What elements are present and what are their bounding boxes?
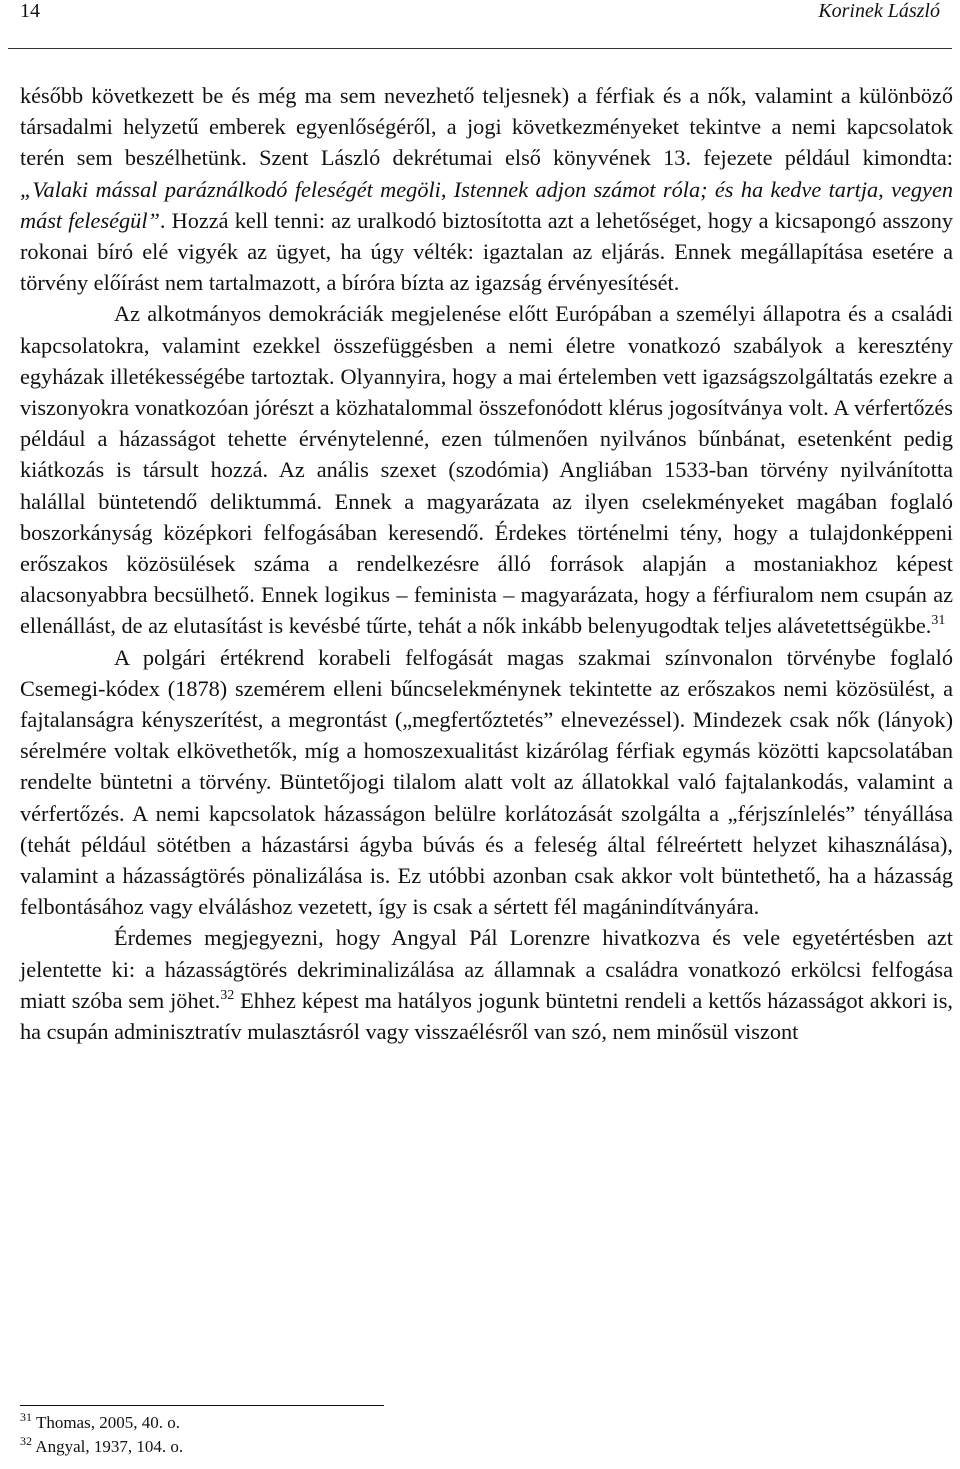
footnote-number: 32 bbox=[20, 1434, 32, 1448]
running-head-author: Korinek László bbox=[818, 0, 940, 22]
footnote-divider bbox=[20, 1405, 384, 1406]
body-text bbox=[20, 80, 953, 1047]
footnote-ref-31: 31 bbox=[931, 613, 946, 629]
header-divider bbox=[8, 48, 952, 49]
page-header bbox=[20, 0, 940, 34]
paragraph-1-continuation: . Hozzá kell tenni: az uralkodó biztosította azt a lehetőséget, hogy a kicsapongó asszony rokonai bíró elé vigyék az ügyet, ha úgy vélték: igaztalan az eljárás. Ennek megállapítása esetére a törvény előírást nem tartalmazott, a bíróra bízta az igazság érvényesítését. bbox=[20, 207, 953, 296]
page-number: 14 bbox=[20, 0, 40, 22]
footnotes bbox=[20, 1411, 183, 1459]
paragraph-3 bbox=[20, 642, 953, 923]
paragraph-4 bbox=[20, 922, 953, 1047]
footnote-text: Angyal, 1937, 104. o. bbox=[32, 1437, 184, 1456]
paragraph-2-text: Az alkotmányos demokráciák megjelenése előtt Európában a személyi állapotra és a családi kapcsolatokra, valamint ezekkel összefüggésben a nemi életre vonatkozó szabályok a keresztény egyházak illetékességébe tartoztak. Olyannyira, hogy a mai értelemben vett igazságszolgáltatás ezekre a viszonyokra vonatkozóan jórészt a közhatalommal összefonódott klérus jogosítványa volt. A vérfertőzés például a házasságot tehette érvénytelenné, ezen túlmenően nyilvános bűnbánat, esetenként pedig kiátkozás is társult hozzá. Az anális szexet (szodómia) Angliában 1533-ban törvény nyilvánította halállal büntetendő deliktummá. Ennek a magyarázata az ilyen cselekményeket magában foglaló boszorkányság középkori felfogásában keresendő. Érdekes történelmi tény, hogy a tulajdonképpeni erőszakos közösülések száma a rendelkezésre álló források alapján a mostaniakhoz képest alacsonyabbra becsülhető. Ennek logikus – feminista – magyarázata, hogy a férfiuralom nem csupán az ellenállást, de az elutasítást is kevésbé tűrte, tehát a nők inkább belenyugodtak teljes alávetettségükbe. bbox=[20, 301, 953, 639]
decree-quote: „Valaki mással paráználkodó feleségét megöli, Istennek adjon számot róla; és ha kedve tartja, vegyen mást feleségül” bbox=[20, 176, 953, 233]
footnote-text: Thomas, 2005, 40. o. bbox=[32, 1413, 180, 1432]
footnote-31 bbox=[20, 1411, 183, 1435]
footnote-number: 31 bbox=[20, 1410, 32, 1424]
paragraph-4-continuation: Ehhez képest ma hatályos jogunk büntetni rendeli a kettős házasságot akkori is, ha csupán adminisztratív mulasztásról vagy visszaélésről van szó, nem minősül viszont bbox=[20, 987, 953, 1045]
paragraph-1 bbox=[20, 80, 953, 298]
footnote-32 bbox=[20, 1435, 183, 1459]
paragraph-1-text: később következett be és még ma sem nevezhető teljesnek) a férfiak és a nők, valamint a különböző társadalmi helyzetű emberek egyenlőségéről, a jogi következményeket tekintve a nemi kapcsolatok terén sem beszélhetünk. Szent László dekrétumai első könyvének 13. fejezete például kimondta: bbox=[20, 83, 953, 171]
paragraph-4-text: Érdemes megjegyezni, hogy Angyal Pál Lorenzre hivatkozva és vele egyetértésben azt jelentette ki: a házasságtörés dekriminalizálása az államnak a családra vonatkozó erkölcsi felfogása miatt szóba sem jöhet. bbox=[20, 925, 953, 1013]
footnote-ref-32: 32 bbox=[220, 987, 235, 1003]
paragraph-2 bbox=[20, 298, 953, 641]
paragraph-3-text: A polgári értékrend korabeli felfogását magas szakmai színvonalon törvénybe foglaló Csemegi-kódex (1878) szemérem elleni bűncselekménynek tekintette az erőszakos nemi közösülést, a fajtalanságra kényszerítést, a megrontást („megfertőztetés” elnevezéssel). Mindezek csak nők (lányok) sérelmére voltak elkövethetők, míg a homoszexualitást kizárólag férfiak egymás közötti kapcsolatában rendelte büntetni a törvény. Büntetőjogi tilalom alatt volt az állatokkal való fajtalankodás, valamint a vérfertőzés. A nemi kapcsolatok házasságon belülre korlátozását szolgálta a „férjszínlelés” tényállása (tehát például sötétben a házastársi ágyba búvás és a feleség által félreértett helyzet kihasználása), valamint a házasságtörés pönalizálása is. Ez utóbbi azonban csak akkor volt büntethető, ha a házasság felbontásához vagy elváláshoz vezetett, így is csak a sértett fél magánindítványára. bbox=[20, 644, 953, 920]
